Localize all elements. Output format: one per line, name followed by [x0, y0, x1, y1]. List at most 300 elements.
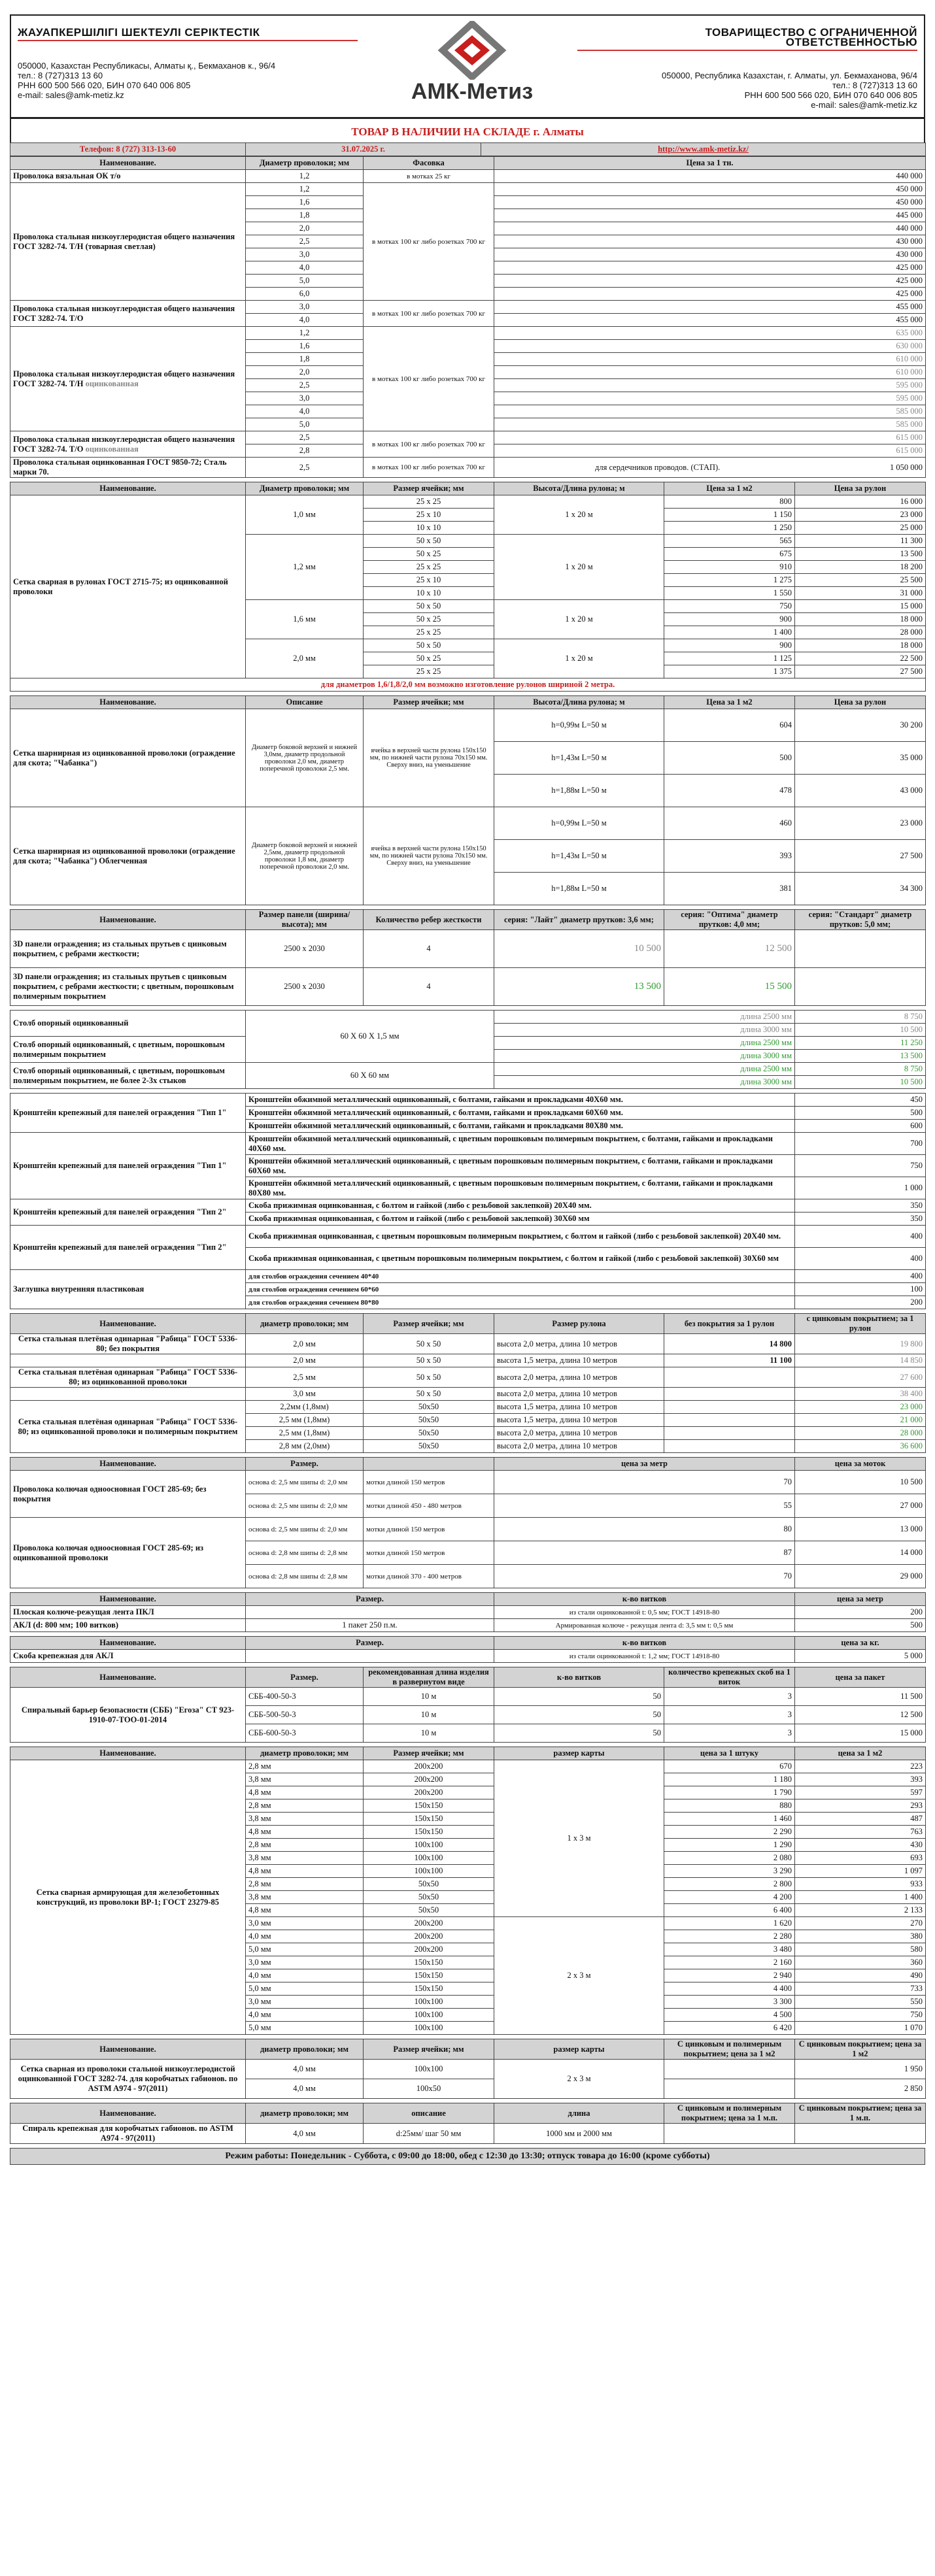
price-per-m2: 1 400: [664, 626, 795, 639]
price-per-m2: 460: [664, 807, 795, 840]
roll-size: 1 х 20 м: [494, 600, 664, 639]
post-price: 8 750: [795, 1011, 926, 1024]
wire-diameter: 2,5 мм (1,8мм): [246, 1427, 364, 1440]
column-header: к-во витков: [494, 1667, 664, 1688]
mesh-cell-size: 150х150: [364, 1826, 494, 1839]
wire-diameter: 4,8 мм: [246, 1904, 364, 1917]
price-per-piece: 4 200: [664, 1891, 795, 1904]
bracket-description: Кронштейн обжимной металлический оцинкованный, с цветным порошковым полимерным покрытием, с болтами, гайками и прокладками 80Х80 мм.: [246, 1177, 795, 1199]
wire-diameter: 2,0: [246, 222, 364, 235]
table-row: [10, 678, 926, 692]
product-name: Плоская колюче-режущая лента ПКЛ: [10, 1606, 246, 1619]
price-per-m2: 750: [795, 2009, 926, 2022]
price-per-m2: 604: [664, 709, 795, 742]
mesh-cell-size: 200х200: [364, 1917, 494, 1930]
column-header: С цинковым покрытием; цена за 1 м.п.: [795, 2103, 926, 2124]
mesh-cell-size: 100х100: [364, 1996, 494, 2009]
letterhead-left: [18, 27, 358, 100]
price-per-ton: 450 000: [494, 196, 926, 209]
column-header: Размер рулона: [494, 1314, 664, 1334]
price-per-piece: 3 290: [664, 1865, 795, 1878]
roll-size: высота 2,0 метра, длина 10 метров: [494, 1367, 664, 1388]
table-header-row: [10, 1747, 926, 1760]
coil-length: мотки длиной 150 метров: [364, 1518, 494, 1541]
column-header: Размер.: [246, 1593, 494, 1606]
roll-size: h=1,88м L=50 м: [494, 775, 664, 807]
phone-text: Телефон: 8 (727) 313-13-60: [10, 143, 246, 156]
panel-ribs: 4: [364, 968, 494, 1006]
coil-length: мотки длиной 150 метров: [364, 1471, 494, 1494]
column-header: Наименование.: [10, 910, 246, 930]
mesh-cell-size: 25 х 25: [364, 665, 494, 678]
mesh-cell-size: 25 х 25: [364, 561, 494, 574]
column-header: серия: "Стандарт" диаметр прутков: 5,0 мм;: [795, 910, 926, 930]
price-per-roll: 25 000: [795, 522, 926, 535]
product-name: Проволока вязальная ОК т/о: [10, 170, 246, 183]
price-galvanized: 19 800: [795, 1334, 926, 1354]
coil-count: 50: [494, 1706, 664, 1724]
bracket-price: 400: [795, 1270, 926, 1283]
posts-table: [10, 1010, 926, 1089]
column-header: серия: "Оптима" диаметр прутков: 4,0 мм;: [664, 910, 795, 930]
price-per-m2: 360: [795, 1956, 926, 1969]
column-header: цена за метр: [795, 1593, 926, 1606]
wire-diameter: 1,0 мм: [246, 495, 364, 535]
price-per-m2: 1 250: [664, 522, 795, 535]
column-header: длина: [494, 2103, 664, 2124]
wire-diameter: 5,0: [246, 418, 364, 431]
left-line: 050000, Казахстан Республикасы, Алматы қ., Бекмаханов к., 96/4: [18, 61, 276, 71]
table-row: [10, 968, 926, 1006]
price-per-m2: 750: [664, 600, 795, 613]
price-per-roll: 30 200: [795, 709, 926, 742]
wire-diameter: 1,2: [246, 327, 364, 340]
wire-diameter: 3,0 мм: [246, 1996, 364, 2009]
price-per-ton: 430 000: [494, 235, 926, 248]
razor-tape-table: [10, 1592, 926, 1632]
right-company-name: ТОВАРИЩЕСТВО С ОГРАНИЧЕННОЙ ОТВЕТСТВЕННОСТЬЮ: [577, 27, 917, 51]
mesh-note: для диаметров 1,6/1,8/2,0 мм возможно изготовление рулонов шириной 2 метра.: [10, 678, 926, 692]
bracket-price: 400: [795, 1226, 926, 1248]
mesh-cell-size: 100х100: [364, 1865, 494, 1878]
mesh-cell-size: 100х100: [364, 2060, 494, 2079]
packaging: в мотках 100 кг либо розетках 700 кг: [364, 183, 494, 301]
gabion-spiral-table: [10, 2103, 926, 2144]
column-header: цена за 1 штуку: [664, 1747, 795, 1760]
product-name: Кронштейн крепежный для панелей ограждения "Тип 2": [10, 1199, 246, 1226]
wire-price-table: [10, 156, 926, 478]
price-per-ton: 615 000: [494, 444, 926, 458]
right-line: тел.: 8 (727)313 13 60: [832, 80, 917, 90]
price-per-ton: 445 000: [494, 209, 926, 222]
price-per-ton: 630 000: [494, 340, 926, 353]
roll-size: h=1,88м L=50 м: [494, 873, 664, 905]
price-per-ton: 425 000: [494, 288, 926, 301]
barrier-length: 10 м: [364, 1706, 494, 1724]
price-per-m2: 733: [795, 1982, 926, 1996]
product-name: Сетка стальная плетёная одинарная "Рабица" ГОСТ 5336-80; без покрытия: [10, 1334, 246, 1354]
column-header: Диаметр проволоки; мм: [246, 157, 364, 170]
mesh-cell-size: 200х200: [364, 1786, 494, 1799]
mesh-cell-size: 25 х 25: [364, 626, 494, 639]
column-header: Наименование.: [10, 482, 246, 495]
column-header: Размер.: [246, 1458, 364, 1471]
price-per-roll: 18 200: [795, 561, 926, 574]
site-link[interactable]: http://www.amk-metiz.kz/: [481, 143, 926, 156]
wire-diameter: 4,0: [246, 261, 364, 275]
bracket-price: 100: [795, 1283, 926, 1296]
column-header: диаметр проволоки; мм: [246, 1747, 364, 1760]
wire-diameter: 2,2мм (1,8мм): [246, 1401, 364, 1414]
product-coating: оцинкованная: [85, 444, 139, 454]
bracket-price: 700: [795, 1133, 926, 1155]
product-name: Заглушка внутренняя пластиковая: [10, 1270, 246, 1309]
wire-size: основа d: 2,5 мм шипы d: 2,0 мм: [246, 1518, 364, 1541]
product-name: Спиральный барьер безопасности (СББ) "Егоза" СТ 923-1910-07-ТОО-01-2014: [10, 1688, 246, 1743]
table-row: [10, 1354, 926, 1367]
wire-diameter: 4,0: [246, 405, 364, 418]
column-header: диаметр проволоки; мм: [246, 2103, 364, 2124]
price-per-m2: 293: [795, 1799, 926, 1813]
price-polymer: [664, 2060, 795, 2079]
wire-diameter: 1,6 мм: [246, 600, 364, 639]
table-row: [10, 301, 926, 314]
price-per-ton: 585 000: [494, 405, 926, 418]
roll-size: 1 х 20 м: [494, 639, 664, 678]
wire-diameter: 1,2 мм: [246, 535, 364, 600]
price-uncoated: [664, 1367, 795, 1388]
left-line: тел.: 8 (727)313 13 60: [18, 71, 103, 80]
wire-diameter: 4,0 мм: [246, 2060, 364, 2079]
price-per-piece: 1 620: [664, 1917, 795, 1930]
table-header-row: [10, 910, 926, 930]
column-header: размер карты: [494, 1747, 664, 1760]
wire-diameter: 1,2: [246, 170, 364, 183]
roll-size: высота 1,5 метра, длина 10 метров: [494, 1354, 664, 1367]
price-per-roll: 18 000: [795, 613, 926, 626]
price-galvanized: 28 000: [795, 1427, 926, 1440]
coil-count: 50: [494, 1688, 664, 1706]
bracket-description: Кронштейн обжимной металлический оцинкованный, с цветным порошковым полимерным покрытием, с болтами, гайками и прокладками 40Х60 мм.: [246, 1133, 795, 1155]
product-name: Сетка шарнирная из оцинкованной проволоки (ограждение для скота; "Чабанка") Облегченная: [10, 807, 246, 905]
column-header: рекомендованная длина изделия в развернутом виде: [364, 1667, 494, 1688]
price-per-roll: 27 500: [795, 840, 926, 873]
price-per-m2: 1 400: [795, 1891, 926, 1904]
price-per-roll: 22 500: [795, 652, 926, 665]
price-galvanized: 1 950: [795, 2060, 926, 2079]
page-title: ТОВАР В НАЛИЧИИ НА СКЛАДЕ г. Алматы: [10, 119, 925, 142]
product-price: 5 000: [795, 1650, 926, 1663]
product-note: для сердечников проводов. (СТАП).: [595, 462, 721, 472]
price-uncoated: [664, 1401, 795, 1414]
wire-diameter: 4,0 мм: [246, 2009, 364, 2022]
column-header: описание: [364, 2103, 494, 2124]
price-per-piece: 2 800: [664, 1878, 795, 1891]
wire-diameter: 3,0: [246, 392, 364, 405]
roll-size: высота 1,5 метра, длина 10 метров: [494, 1401, 664, 1414]
column-header: Наименование.: [10, 1637, 246, 1650]
price-per-m2: 381: [664, 873, 795, 905]
product-name: Спираль крепежная для коробчатых габионов. по ASTM A974 - 97(2011): [10, 2124, 246, 2144]
pack-price: 12 500: [795, 1706, 926, 1724]
price-per-roll: 35 000: [795, 742, 926, 775]
price-per-roll: 16 000: [795, 495, 926, 509]
wire-diameter: 2,5: [246, 431, 364, 444]
bracket-price: 500: [795, 1107, 926, 1120]
wire-diameter: 3,0 мм: [246, 1388, 364, 1401]
table-header-row: [10, 1314, 926, 1334]
product-price: 200: [795, 1606, 926, 1619]
product-name: Проволока стальная низкоуглеродистая общего назначения ГОСТ 3282-74. Т/О: [10, 301, 246, 327]
wire-diameter: 2,5: [246, 379, 364, 392]
price-optima: 12 500: [664, 930, 795, 968]
price-lite: 10 500: [494, 930, 664, 968]
column-header: С цинковым и полимерным покрытием; цена за 1 м.п.: [664, 2103, 795, 2124]
roll-size: h=0,99м L=50 м: [494, 807, 664, 840]
price-per-roll: 27 500: [795, 665, 926, 678]
price-per-m2: 800: [664, 495, 795, 509]
right-line: 050000, Республика Казахстан, г. Алматы, ул. Бекмаханова, 96/4: [662, 71, 917, 80]
price-per-roll: 11 300: [795, 535, 926, 548]
wire-diameter: 2,8 мм: [246, 1839, 364, 1852]
roll-size: h=0,99м L=50 м: [494, 709, 664, 742]
table-row: [10, 2060, 926, 2079]
product-size: 1 пакет 250 п.м.: [246, 1619, 494, 1632]
price-per-piece: 3 300: [664, 1996, 795, 2009]
price-per-m2: 380: [795, 1930, 926, 1943]
wire-diameter: 2,8 мм: [246, 1799, 364, 1813]
letterhead-right: [577, 27, 917, 110]
table-header-row: [10, 2103, 926, 2124]
column-header: Цена за 1 тн.: [494, 157, 926, 170]
price-per-m2: 1 070: [795, 2022, 926, 2035]
price-per-piece: 1 290: [664, 1839, 795, 1852]
roll-size: h=1,43м L=50 м: [494, 742, 664, 775]
price-per-m2: 597: [795, 1786, 926, 1799]
price-per-m2: 478: [664, 775, 795, 807]
price-per-piece: 2 280: [664, 1930, 795, 1943]
column-header: Высота/Длина рулона; м: [494, 482, 664, 495]
price-polymer: [664, 2124, 795, 2144]
table-row: [10, 431, 926, 444]
packaging: в мотках 100 кг либо розетках 700 кг: [364, 327, 494, 431]
coil-length: мотки длиной 370 - 400 метров: [364, 1565, 494, 1588]
product-name: Проволока стальная оцинкованная ГОСТ 9850-72; Сталь марки 70.: [10, 458, 246, 478]
panel-size: 2500 х 2030: [246, 968, 364, 1006]
hinged-mesh-table: [10, 695, 926, 905]
price-per-meter: 55: [494, 1494, 795, 1518]
mesh-cell-size: 50 х 50: [364, 1367, 494, 1388]
column-header: размер карты: [494, 2039, 664, 2060]
bracket-description: Кронштейн обжимной металлический оцинкованный, с болтами, гайками и прокладками 80Х80 мм.: [246, 1120, 795, 1133]
table-header-row: [10, 2039, 926, 2060]
mesh-cell-size: 50 х 25: [364, 652, 494, 665]
mesh-cell-size: 50 х 50: [364, 1354, 494, 1367]
mesh-cell-size: 150х150: [364, 1813, 494, 1826]
mesh-cell-size: 50х50: [364, 1440, 494, 1453]
price-per-m2: 430: [795, 1839, 926, 1852]
bracket-description: Скоба прижимная оцинкованная, с болтом и гайкой (либо с резьбовой заклепкой) 30Х60 мм: [246, 1213, 795, 1226]
bracket-price: 400: [795, 1248, 926, 1270]
price-per-ton: 440 000: [494, 170, 926, 183]
table-row: [10, 1606, 926, 1619]
column-header: Размер ячейки; мм: [364, 1747, 494, 1760]
logo-mark-icon: [436, 21, 508, 80]
column-header: Наименование.: [10, 1593, 246, 1606]
column-header: без покрытия за 1 рулон: [664, 1314, 795, 1334]
table-row: [10, 1063, 926, 1076]
mesh-cell-size: 50х50: [364, 1427, 494, 1440]
price-standard: [795, 968, 926, 1006]
column-header: Цена за 1 м2: [664, 482, 795, 495]
column-header: цена за моток: [795, 1458, 926, 1471]
mesh-cell-size: 25 х 25: [364, 495, 494, 509]
table-row: [10, 458, 926, 478]
wire-diameter: 5,0: [246, 275, 364, 288]
product-name: Столб опорный оцинкованный: [10, 1011, 246, 1037]
wire-diameter: 2,0 мм: [246, 1334, 364, 1354]
barrier-length: 10 м: [364, 1724, 494, 1743]
mesh-cell-size: ячейка в верхней части рулона 150х150 мм, по нижней части рулона 70х150 мм. Сверху вниз, на уменьшение: [364, 807, 494, 905]
product-name: Кронштейн крепежный для панелей ограждения "Тип 1": [10, 1094, 246, 1133]
right-line: e-mail: sales@amk-metiz.kz: [811, 100, 917, 110]
column-header: Фасовка: [364, 157, 494, 170]
price-per-m2: 933: [795, 1878, 926, 1891]
column-header: цена за пакет: [795, 1667, 926, 1688]
barrier-model: СББ-600-50-3: [246, 1724, 364, 1743]
roll-size: 1 х 20 м: [494, 495, 664, 535]
mesh-cell-size: 150х150: [364, 1982, 494, 1996]
wire-diameter: 4,0: [246, 314, 364, 327]
packaging: в мотках 100 кг либо розетках 700 кг: [364, 301, 494, 327]
post-length: длина 2500 мм: [494, 1063, 795, 1076]
price-per-m2: 2 133: [795, 1904, 926, 1917]
wire-diameter: 4,8 мм: [246, 1865, 364, 1878]
price-uncoated: [664, 1414, 795, 1427]
post-price: 10 500: [795, 1076, 926, 1089]
wire-diameter: 4,8 мм: [246, 1786, 364, 1799]
column-header: Размер.: [246, 1667, 364, 1688]
price-per-m2: 900: [664, 639, 795, 652]
price-per-meter: 70: [494, 1471, 795, 1494]
table-row: [10, 170, 926, 183]
column-header: диаметр проволоки; мм: [246, 1314, 364, 1334]
packaging: в мотках 100 кг либо розетках 700 кг: [364, 431, 494, 458]
wire-size: основа d: 2,5 мм шипы d: 2,0 мм: [246, 1494, 364, 1518]
product-description: Диаметр боковой верхней и нижней 2,5мм, диаметр продольной проволоки 1,8 мм, диаметр поперечной проволоки 2,0 мм.: [246, 807, 364, 905]
logo-brand-text: АМК-Метиз: [411, 79, 534, 104]
wire-diameter: 4,0 мм: [246, 2079, 364, 2099]
price-per-ton: для сердечников проводов. (СТАП). 1 050 000: [494, 458, 926, 478]
price-per-piece: 880: [664, 1799, 795, 1813]
wire-diameter: 1,8: [246, 353, 364, 366]
price-per-ton: 430 000: [494, 248, 926, 261]
wire-diameter: 2,0 мм: [246, 1354, 364, 1367]
price-uncoated: [664, 1427, 795, 1440]
price-per-coil: 29 000: [795, 1565, 926, 1588]
table-header-row: [10, 1593, 926, 1606]
letterhead: [10, 14, 925, 119]
table-header-row: [10, 1458, 926, 1471]
table-row: [10, 1133, 926, 1155]
bracket-description: Скоба прижимная оцинкованная, с болтом и гайкой (либо с резьбовой заклепкой) 20Х40 мм.: [246, 1199, 795, 1213]
post-price: 11 250: [795, 1037, 926, 1050]
wire-diameter: 5,0 мм: [246, 1982, 364, 1996]
bracket-description: Скоба прижимная оцинкованная, с цветным порошковым полимерным покрытием, с болтом и гайкой (либо с резьбовой заклепкой) 20Х40 мм.: [246, 1226, 795, 1248]
table-row: [10, 1270, 926, 1283]
product-name: Кронштейн крепежный для панелей ограждения "Тип 2": [10, 1226, 246, 1270]
table-row: [10, 1011, 926, 1024]
table-header-row: [10, 1667, 926, 1688]
price-per-roll: 15 000: [795, 600, 926, 613]
product-name: АКЛ (d: 800 мм; 100 витков): [10, 1619, 246, 1632]
table-row: [10, 1471, 926, 1494]
bracket-description: Кронштейн обжимной металлический оцинкованный, с болтами, гайками и прокладками 60Х60 мм.: [246, 1107, 795, 1120]
left-company-name: ЖАУАПКЕРШІЛІГІ ШЕКТЕУЛІ СЕРІКТЕСТІК: [18, 27, 358, 41]
bracket-description: для столбов ограждения сечением 40*40: [246, 1270, 795, 1283]
price-standard: [795, 930, 926, 968]
price-uncoated: 11 100: [664, 1354, 795, 1367]
price-per-roll: 25 500: [795, 574, 926, 587]
price-per-ton: 440 000: [494, 222, 926, 235]
product-name: Сетка сварная армирующая для железобетонных конструкций, из проволоки ВР-1; ГОСТ 23279-85: [10, 1760, 246, 2035]
column-header: Наименование.: [10, 696, 246, 709]
price-per-roll: 23 000: [795, 807, 926, 840]
table-row: [10, 327, 926, 340]
packaging: в мотках 25 кг: [364, 170, 494, 183]
product-name: Проволока стальная низкоуглеродистая общего назначения ГОСТ 3282-74. Т/Н оцинкованная: [10, 327, 246, 431]
company-logo: [410, 21, 534, 105]
price-per-m2: 393: [664, 840, 795, 873]
roll-size: h=1,43м L=50 м: [494, 840, 664, 873]
price-list-page: [10, 14, 925, 2165]
price-per-ton: 425 000: [494, 261, 926, 275]
product-price: 500: [795, 1619, 926, 1632]
column-header: С цинковым покрытием; цена за 1 м2: [795, 2039, 926, 2060]
table-row: [10, 1760, 926, 1773]
price-galvanized: 2 850: [795, 2079, 926, 2099]
column-header: Наименование.: [10, 1314, 246, 1334]
post-length: длина 2500 мм: [494, 1011, 795, 1024]
product-name: Сетка сварная в рулонах ГОСТ 2715-75; из оцинкованной проволоки: [10, 495, 246, 678]
price-per-m2: 550: [795, 1996, 926, 2009]
clips-per-coil: 3: [664, 1724, 795, 1743]
panel-size: 2500 х 2030: [246, 930, 364, 968]
price-per-roll: 18 000: [795, 639, 926, 652]
price-per-ton: 595 000: [494, 392, 926, 405]
column-header: Наименование.: [10, 1667, 246, 1688]
column-header: диаметр проволоки; мм: [246, 2039, 364, 2060]
price-per-ton: 610 000: [494, 353, 926, 366]
roll-size: высота 2,0 метра, длина 10 метров: [494, 1427, 664, 1440]
date-text: 31.07.2025 г.: [246, 143, 481, 156]
price-per-roll: 28 000: [795, 626, 926, 639]
barbed-wire-table: [10, 1457, 926, 1588]
price-uncoated: [664, 1388, 795, 1401]
price-per-piece: 2 940: [664, 1969, 795, 1982]
wire-diameter: 2,0 мм: [246, 639, 364, 678]
column-header: цена за кг.: [795, 1637, 926, 1650]
spiral-length: 1000 мм и 2000 мм: [494, 2124, 664, 2144]
product-name: Столб опорный оцинкованный, с цветным, порошковым полимерным покрытием, не более 2-3х стыков: [10, 1063, 246, 1089]
wire-diameter: 3,0: [246, 248, 364, 261]
wire-size: основа d: 2,5 мм шипы d: 2,0 мм: [246, 1471, 364, 1494]
product-name: [10, 1388, 246, 1401]
bracket-price: 600: [795, 1120, 926, 1133]
table-header-row: [10, 1637, 926, 1650]
price-per-ton: 450 000: [494, 183, 926, 196]
wire-diameter: 2,8 мм: [246, 1760, 364, 1773]
